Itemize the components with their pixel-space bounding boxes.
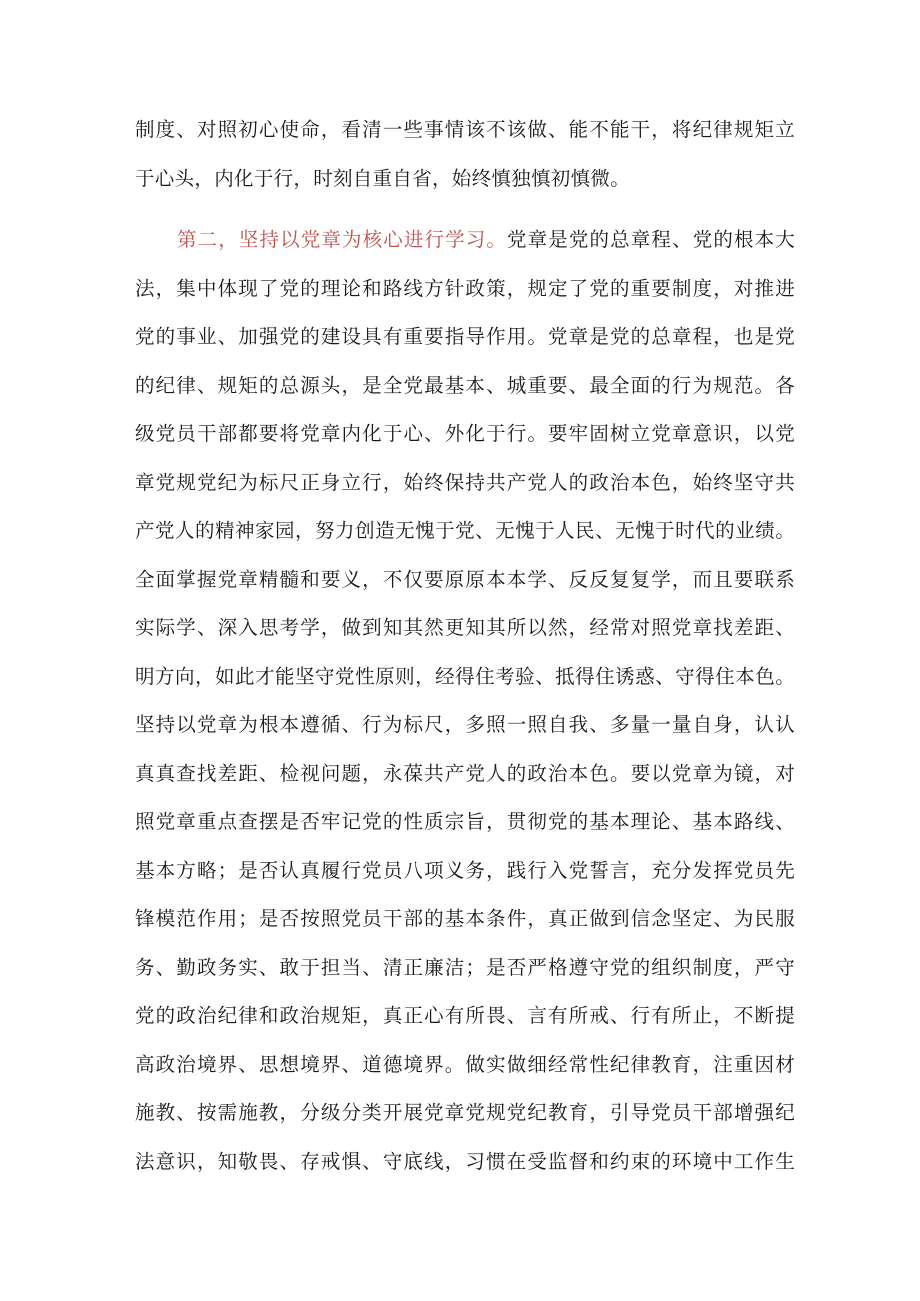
text-line: 党的事业、加强党的建设具有重要指导作用。党章是党的总章程，也是党 [135, 325, 795, 348]
section-heading: 第二，坚持以党章为核心进行学习。 [177, 228, 508, 251]
text-line: 明方向，如此才能坚守党性原则，经得住考验、抵得住诱惑、守得住本色。 [135, 664, 795, 688]
text-line: 基本方略；是否认真履行党员八项义务，践行入党誓言，充分发挥党员先 [135, 858, 795, 882]
text-line: 照党章重点查摆是否牢记党的性质宗旨，贯彻党的基本理论、基本路线、 [135, 810, 795, 833]
paragraph-party-constitution [135, 216, 795, 1186]
paragraph-first-line [135, 216, 795, 265]
text-line: 法意识，知敬畏、存戒惧、守底线，习惯在受监督和约束的环境中工作生 [135, 1149, 795, 1173]
text-line: 党的政治纪律和政治规矩，真正心有所畏、言有所戒、行有所止，不断提 [135, 1004, 795, 1027]
text-line: 锋模范作用；是否按照党员干部的基本条件，真正做到信念坚定、为民服 [135, 907, 795, 930]
text-line: 法，集中体现了党的理论和路线方针政策，规定了党的重要制度，对推进 [135, 276, 795, 300]
text-line: 的纪律、规矩的总源头，是全党最基本、城重要、最全面的行为规范。各 [135, 373, 795, 397]
text-line-rest: 党章是党的总章程、党的根本大 [507, 228, 795, 251]
text-line: 实际学、深入思考学，做到知其然更知其所以然，经常对照党章找差距、 [135, 616, 795, 639]
text-line: 全面掌握党章精髓和要义，不仅要原原本本学、反反复复学，而且要联系 [135, 567, 795, 591]
text-line: 产党人的精神家园，努力创造无愧于党、无愧于人民、无愧于时代的业绩。 [135, 519, 795, 542]
text-line: 坚持以党章为根本遵循、行为标尺，多照一照自我、多量一量自身，认认 [135, 713, 795, 736]
text-line: 级党员干部都要将党章内化于心、外化于行。要牢固树立党章意识，以党 [135, 422, 795, 445]
paragraph-continued [135, 106, 795, 203]
text-line: 于心头，内化于行，时刻自重自省，始终慎独慎初慎微。 [135, 166, 631, 190]
text-line: 施教、按需施教，分级分类开展党章党规党纪教育，引导党员干部增强纪 [135, 1101, 795, 1124]
text-line: 高政治境界、思想境界、道德境界。做实做细经常性纪律教育，注重因材 [135, 1052, 795, 1076]
text-line: 章党规党纪为标尺正身立行，始终保持共产党人的政治本色，始终坚守共 [135, 470, 795, 494]
text-line: 务、勤政务实、敢于担当、清正廉洁；是否严格遵守党的组织制度，严守 [135, 955, 795, 979]
text-line: 制度、对照初心使命，看清一些事情该不该做、能不能干，将纪律规矩立 [135, 118, 795, 141]
text-line: 真真查找差距、检视问题，永葆共产党人的政治本色。要以党章为镜，对 [135, 761, 795, 785]
